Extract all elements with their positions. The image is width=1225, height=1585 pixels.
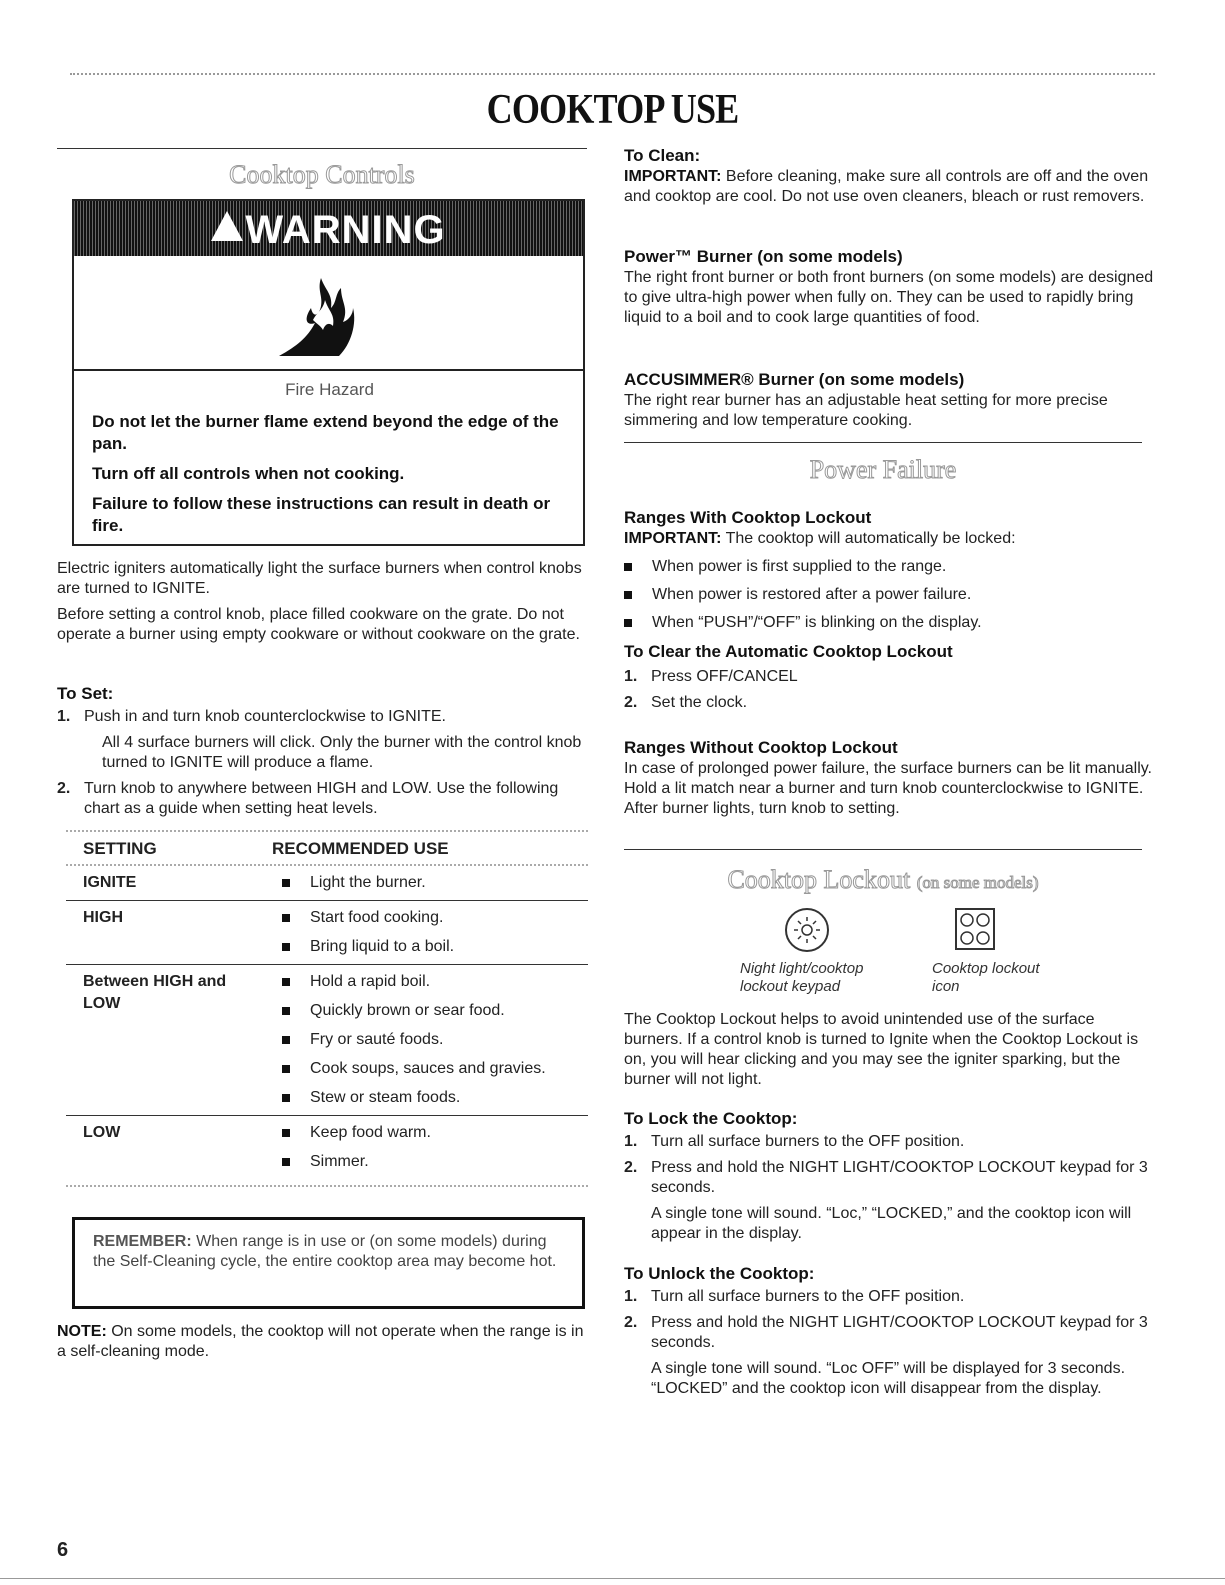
bullet-item: When power is first supplied to the range. bbox=[652, 558, 947, 575]
step-text: Turn all surface burners to the OFF position. bbox=[651, 1288, 965, 1305]
warning-box bbox=[72, 199, 585, 546]
use-item: Simmer. bbox=[310, 1153, 369, 1170]
step-subtext: A single tone will sound. “Loc,” “LOCKED,” and the cooktop icon will appear in the display. bbox=[651, 1205, 1132, 1242]
accusimmer-heading: ACCUSIMMER® Burner (on some models) bbox=[624, 370, 965, 389]
step-number: 2. bbox=[57, 780, 71, 797]
warning-banner bbox=[74, 201, 583, 256]
remember-label: REMEMBER: bbox=[93, 1233, 192, 1250]
fire-icon bbox=[277, 268, 357, 358]
use-item: Hold a rapid boil. bbox=[310, 973, 431, 990]
use-item: Start food cooking. bbox=[310, 909, 444, 926]
note-label: NOTE: bbox=[57, 1323, 107, 1340]
use-item: Keep food warm. bbox=[310, 1124, 431, 1141]
step-number: 2. bbox=[624, 1159, 638, 1176]
remember-box bbox=[72, 1217, 585, 1309]
without-lockout-text: In case of prolonged power failure, the surface burners can be lit manually. Hold a lit match near a burner and turn knob counterclockwise to IGNITE. After burner lights, turn knob to setting. bbox=[624, 760, 1152, 817]
heat-settings-table bbox=[66, 830, 588, 1187]
table-header-use: RECOMMENDED USE bbox=[272, 839, 449, 858]
setting-cell: IGNITE bbox=[83, 874, 137, 891]
step-text: Press OFF/CANCEL bbox=[651, 668, 798, 685]
power-burner-text: The right front burner or both front burners (on some models) are designed to give ultra-high power when fully on. They can be used to rapidly bring liquid to a boil and to cook large quantities of food. bbox=[624, 269, 1154, 326]
warning-label: WARNING bbox=[245, 208, 446, 252]
accusimmer-text: The right rear burner has an adjustable heat setting for more precise simmering and low temperature cooking. bbox=[624, 392, 1108, 429]
step-text: Press and hold the NIGHT LIGHT/COOKTOP LOCKOUT keypad for 3 seconds. bbox=[651, 1314, 1148, 1351]
table-row bbox=[66, 1116, 588, 1179]
step-number: 1. bbox=[624, 1133, 638, 1150]
section-title-suffix: (on some models) bbox=[916, 873, 1039, 892]
keypad-caption: Night light/cooktop lockout keypad bbox=[740, 960, 864, 995]
use-item: Cook soups, sauces and gravies. bbox=[310, 1060, 546, 1077]
intro-paragraph: Before setting a control knob, place filled cookware on the grate. Do not operate a burner using empty cookware or without cookware on the grate. bbox=[57, 606, 580, 643]
warning-line: Do not let the burner flame extend beyond the edge of the pan. bbox=[92, 412, 559, 453]
section-title-power-failure: Power Failure bbox=[809, 455, 957, 484]
night-light-keypad-icon bbox=[784, 907, 830, 953]
icon-caption: Cooktop lockout icon bbox=[932, 960, 1040, 995]
power-burner-heading: Power™ Burner (on some models) bbox=[624, 247, 903, 266]
important-label: IMPORTANT: bbox=[624, 168, 722, 185]
warning-triangle-icon bbox=[211, 211, 243, 241]
step-text: Push in and turn knob counterclockwise to IGNITE. bbox=[84, 708, 446, 725]
top-dotted-rule bbox=[70, 73, 1155, 75]
use-item: Bring liquid to a boil. bbox=[310, 938, 455, 955]
section-title-cooktop-lockout bbox=[624, 865, 1142, 898]
unlock-heading: To Unlock the Cooktop: bbox=[624, 1264, 815, 1283]
step-subtext: A single tone will sound. “Loc OFF” will be displayed for 3 seconds. “LOCKED” and the cooktop icon will disappear from the display. bbox=[651, 1360, 1126, 1397]
section-rule bbox=[624, 442, 1142, 443]
remember-text: When range is in use or (on some models) during the Self-Cleaning cycle, the entire cooktop area may become hot. bbox=[93, 1233, 557, 1270]
table-row bbox=[66, 901, 588, 965]
setting-cell: HIGH bbox=[83, 909, 123, 926]
table-row bbox=[66, 866, 588, 901]
table-header-setting: SETTING bbox=[83, 839, 157, 858]
step-text: Turn knob to anywhere between HIGH and LOW. Use the following chart as a guide when setting heat levels. bbox=[84, 780, 559, 817]
step-number: 2. bbox=[624, 1314, 638, 1331]
use-item: Quickly brown or sear food. bbox=[310, 1002, 505, 1019]
step-number: 1. bbox=[624, 1288, 638, 1305]
to-clean-text: Before cleaning, make sure all controls are off and the oven and cooktop are cool. Do not use oven cleaners, bleach or rust removers. bbox=[624, 168, 1149, 205]
bullet-item: When power is restored after a power failure. bbox=[652, 586, 972, 603]
lock-heading: To Lock the Cooktop: bbox=[624, 1109, 798, 1128]
page-title: COOKTOP USE bbox=[486, 87, 739, 133]
warning-line: Failure to follow these instructions can result in death or fire. bbox=[92, 494, 551, 535]
cooktop-lockout-icon bbox=[955, 908, 995, 950]
note-text: On some models, the cooktop will not operate when the range is in a self-cleaning mode. bbox=[57, 1323, 584, 1360]
lockout-description: The Cooktop Lockout helps to avoid unintended use of the surface burners. If a control knob is turned to Ignite when the Cooktop Lockout is on, you will hear clicking and you may see the igniter sparking, but the burner will not light. bbox=[624, 1011, 1139, 1088]
warning-line: Turn off all controls when not cooking. bbox=[92, 464, 405, 483]
intro-paragraph: Electric igniters automatically light the surface burners when control knobs are turned to IGNITE. bbox=[57, 560, 582, 597]
section-rule bbox=[624, 849, 1142, 850]
to-clean-heading: To Clean: bbox=[624, 146, 701, 165]
section-title-cooktop-controls: Cooktop Controls bbox=[229, 160, 415, 189]
step-subtext: All 4 surface burners will click. Only the burner with the control knob turned to IGNITE will produce a flame. bbox=[102, 734, 582, 771]
use-item: Fry or sauté foods. bbox=[310, 1031, 444, 1048]
setting-cell: Between HIGH and LOW bbox=[83, 973, 227, 1012]
bottom-rule bbox=[0, 1578, 1225, 1579]
with-lockout-text: The cooktop will automatically be locked: bbox=[725, 530, 1016, 547]
step-text: Turn all surface burners to the OFF position. bbox=[651, 1133, 965, 1150]
section-rule bbox=[57, 148, 587, 149]
table-row bbox=[66, 965, 588, 1116]
hazard-heading: Fire Hazard bbox=[285, 380, 374, 399]
step-text: Set the clock. bbox=[651, 694, 748, 711]
bullet-item: When “PUSH”/“OFF” is blinking on the display. bbox=[652, 614, 982, 631]
setting-cell: LOW bbox=[83, 1124, 121, 1141]
important-label: IMPORTANT: bbox=[624, 530, 722, 547]
without-lockout-heading: Ranges Without Cooktop Lockout bbox=[624, 738, 898, 757]
clear-lockout-heading: To Clear the Automatic Cooktop Lockout bbox=[624, 642, 953, 661]
section-title-text: Cooktop Lockout bbox=[727, 865, 911, 894]
use-item: Light the burner. bbox=[310, 874, 426, 891]
to-set-heading: To Set: bbox=[57, 684, 114, 703]
with-lockout-heading: Ranges With Cooktop Lockout bbox=[624, 508, 872, 527]
use-item: Stew or steam foods. bbox=[310, 1089, 461, 1106]
step-number: 1. bbox=[57, 708, 71, 725]
step-text: Press and hold the NIGHT LIGHT/COOKTOP LOCKOUT keypad for 3 seconds. bbox=[651, 1159, 1148, 1196]
page-number: 6 bbox=[57, 1539, 69, 1561]
